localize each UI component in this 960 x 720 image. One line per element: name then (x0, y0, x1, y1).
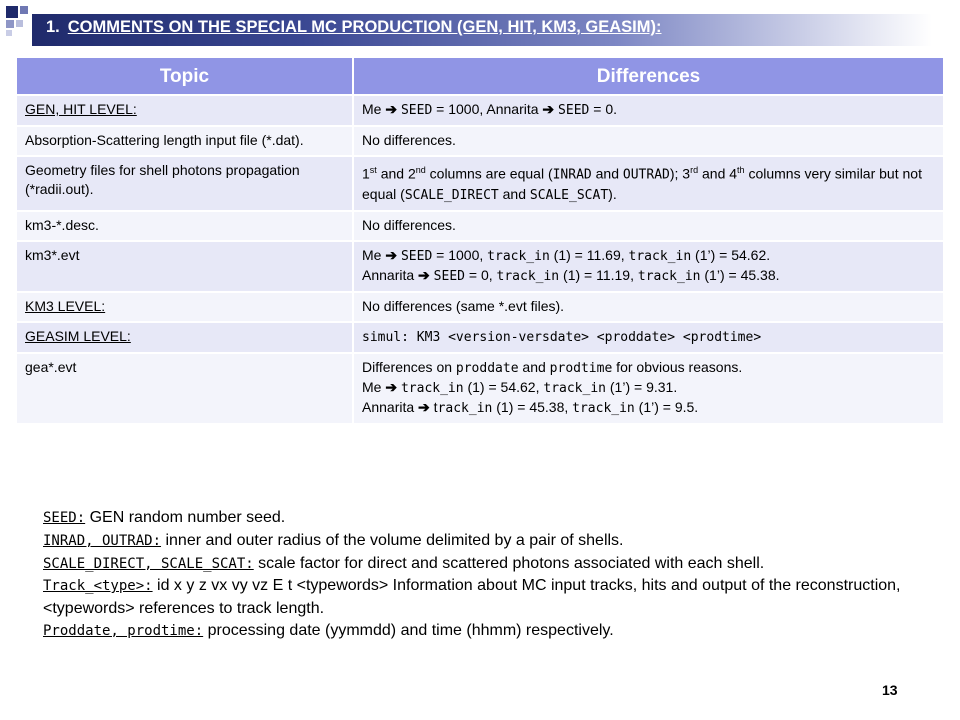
text-segment: st (369, 165, 377, 175)
differences-line (362, 161, 935, 205)
differences-cell (353, 353, 944, 424)
glossary-definition: inner and outer radius of the volume delimited by a pair of shells. (161, 531, 624, 549)
differences-line (362, 398, 935, 418)
differences-line (362, 100, 935, 120)
text-segment: Annarita (362, 398, 419, 415)
topic-cell (16, 241, 353, 292)
table-row (16, 353, 944, 424)
decor-square (6, 6, 18, 18)
arrow-icon: ➔ (542, 101, 555, 117)
differences-line (362, 358, 935, 378)
column-header-differences: Differences (353, 57, 944, 95)
table-row (16, 322, 944, 353)
text-segment: and (498, 185, 530, 202)
glossary-definition: scale factor for direct and scattered photons associated with each shell. (253, 554, 765, 572)
arrow-icon: ➔ (385, 101, 398, 117)
code-text: SCALE_SCAT (529, 187, 609, 203)
topic-text: Absorption-Scattering length input file (*.dat). (25, 132, 304, 148)
text-segment: (1’) = 54.62. (691, 246, 771, 263)
differences-line (362, 297, 935, 316)
text-segment: (1’) = 9.5. (634, 398, 699, 415)
topic-cell (16, 353, 353, 424)
text-segment: Differences on (362, 358, 456, 375)
glossary-term: SCALE_DIRECT, SCALE_SCAT: (43, 555, 254, 572)
code-text: track_in (572, 400, 635, 416)
glossary-notes (43, 507, 923, 643)
code-text: track_in (400, 380, 464, 396)
topic-text: GEN, HIT LEVEL: (25, 101, 137, 117)
text-segment: (1’) = 9.31. (606, 378, 678, 395)
differences-line (362, 266, 935, 286)
glossary-entry (43, 530, 923, 553)
glossary-term: Proddate, prodtime: (43, 622, 204, 639)
text-segment: th (737, 165, 745, 175)
text-segment: and (591, 165, 623, 182)
code-text: simul: KM3 <version-versdate> <proddate> <prodtime> (362, 329, 762, 345)
table-row (16, 241, 944, 292)
differences-line (362, 378, 935, 398)
table-row (16, 292, 944, 322)
topic-cell (16, 156, 353, 211)
topic-cell (16, 292, 353, 322)
glossary-entry (43, 620, 923, 643)
text-segment: (1) = 11.19, (559, 266, 638, 283)
glossary-term: INRAD, OUTRAD: (43, 532, 162, 549)
decor-square (16, 20, 23, 27)
topic-text: gea*.evt (25, 358, 77, 375)
text-segment: nd (415, 165, 426, 175)
text-segment: (1) = 54.62, (463, 378, 544, 395)
text-segment: ). (608, 185, 617, 202)
code-text: rack_in (437, 400, 493, 416)
glossary-definition: id x y z vx vy vz E t <typewords> Information about MC input tracks, hits and output of the reconstruction, <typewords> references to track length. (43, 577, 901, 618)
text-segment: Me (362, 246, 386, 263)
glossary-entry (43, 553, 923, 576)
decor-square (6, 20, 14, 28)
glossary-entry (43, 507, 923, 530)
arrow-icon: ➔ (418, 398, 430, 415)
arrow-icon: ➔ (385, 246, 398, 263)
code-text: track_in (543, 380, 606, 396)
text-segment: columns are equal ( (425, 165, 553, 182)
table-body (16, 95, 944, 424)
code-text: track_in (487, 248, 550, 264)
page-number: 13 (882, 682, 898, 698)
text-segment: and 4 (698, 165, 738, 182)
code-text: track_in (637, 268, 701, 284)
text-segment: = 1000, (432, 246, 488, 263)
topic-text: km3-*.desc. (25, 216, 99, 233)
glossary-term: SEED: (43, 510, 86, 526)
text-segment: Me (362, 378, 386, 395)
text-segment: = 0, (464, 266, 497, 283)
arrow-icon: ➔ (418, 266, 430, 283)
topic-text: Geometry files for shell photons propagation (*radii.out). (25, 162, 300, 197)
table-row (16, 95, 944, 126)
differences-cell (353, 292, 944, 322)
code-text: prodtime (549, 360, 613, 376)
differences-line (362, 327, 935, 347)
code-text: INRAD (552, 167, 592, 183)
differences-cell (353, 241, 944, 292)
decor-square (20, 6, 28, 14)
table-row (16, 156, 944, 211)
differences-cell (353, 95, 944, 126)
text-segment: ); 3 (669, 165, 691, 182)
code-text: proddate (455, 360, 519, 376)
topic-cell (16, 211, 353, 241)
text-segment: No differences (same *.evt files). (362, 297, 565, 314)
text-segment: No differences. (362, 132, 456, 148)
text-segment: (1) = 45.38, (492, 398, 573, 415)
table-row (16, 211, 944, 241)
topic-cell (16, 95, 353, 126)
topic-text: KM3 LEVEL: (25, 297, 106, 314)
topic-cell (16, 322, 353, 353)
differences-cell (353, 156, 944, 211)
text-segment: Me (362, 101, 386, 117)
text-segment: and (518, 358, 550, 375)
text-segment: for obvious reasons. (612, 358, 743, 375)
differences-cell (353, 322, 944, 353)
arrow-icon: ➔ (385, 378, 398, 395)
text-segment: t (429, 398, 438, 415)
code-text: OUTRAD (622, 167, 670, 183)
differences-line (362, 216, 935, 235)
code-text: SEED (400, 103, 433, 118)
code-text: SEED (400, 248, 433, 264)
topic-text: GEASIM LEVEL: (25, 327, 131, 344)
table-row (16, 126, 944, 156)
section-title: COMMENTS ON THE SPECIAL MC PRODUCTION (GEN, HIT, KM3, GEASIM): (67, 18, 662, 36)
decor-square (6, 30, 12, 36)
differences-cell (353, 126, 944, 156)
text-segment: No differences. (362, 216, 456, 233)
glossary-definition: processing date (yymmdd) and time (hhmm) respectively. (203, 621, 614, 639)
code-text: track_in (496, 268, 560, 284)
text-segment: = 1000, Annarita (432, 101, 543, 117)
differences-line (362, 246, 935, 266)
differences-line (362, 131, 935, 150)
glossary-term: Track_<type>: (43, 578, 153, 595)
table-header-row (16, 57, 944, 95)
text-segment: columns very similar but not equal ( (362, 165, 922, 202)
code-text: track_in (628, 248, 692, 264)
code-text: SEED (558, 103, 590, 118)
text-segment: rd (690, 165, 699, 175)
slide-title (46, 18, 661, 37)
topic-cell (16, 126, 353, 156)
section-number: 1. (46, 18, 60, 36)
text-segment: (1’) = 45.38. (700, 266, 780, 283)
code-text: SEED (433, 268, 465, 284)
topic-text: km3*.evt (25, 246, 80, 263)
text-segment: = 0. (589, 101, 617, 117)
text-segment: 1 (362, 165, 370, 182)
column-header-topic: Topic (16, 57, 353, 95)
glossary-definition: GEN random number seed. (85, 509, 286, 526)
text-segment: and 2 (376, 165, 416, 182)
code-text: SCALE_DIRECT (404, 187, 499, 203)
text-segment: (1) = 11.69, (549, 246, 629, 263)
text-segment: Annarita (362, 266, 419, 283)
glossary-entry (43, 575, 923, 620)
comparison-table (15, 56, 945, 425)
differences-cell (353, 211, 944, 241)
